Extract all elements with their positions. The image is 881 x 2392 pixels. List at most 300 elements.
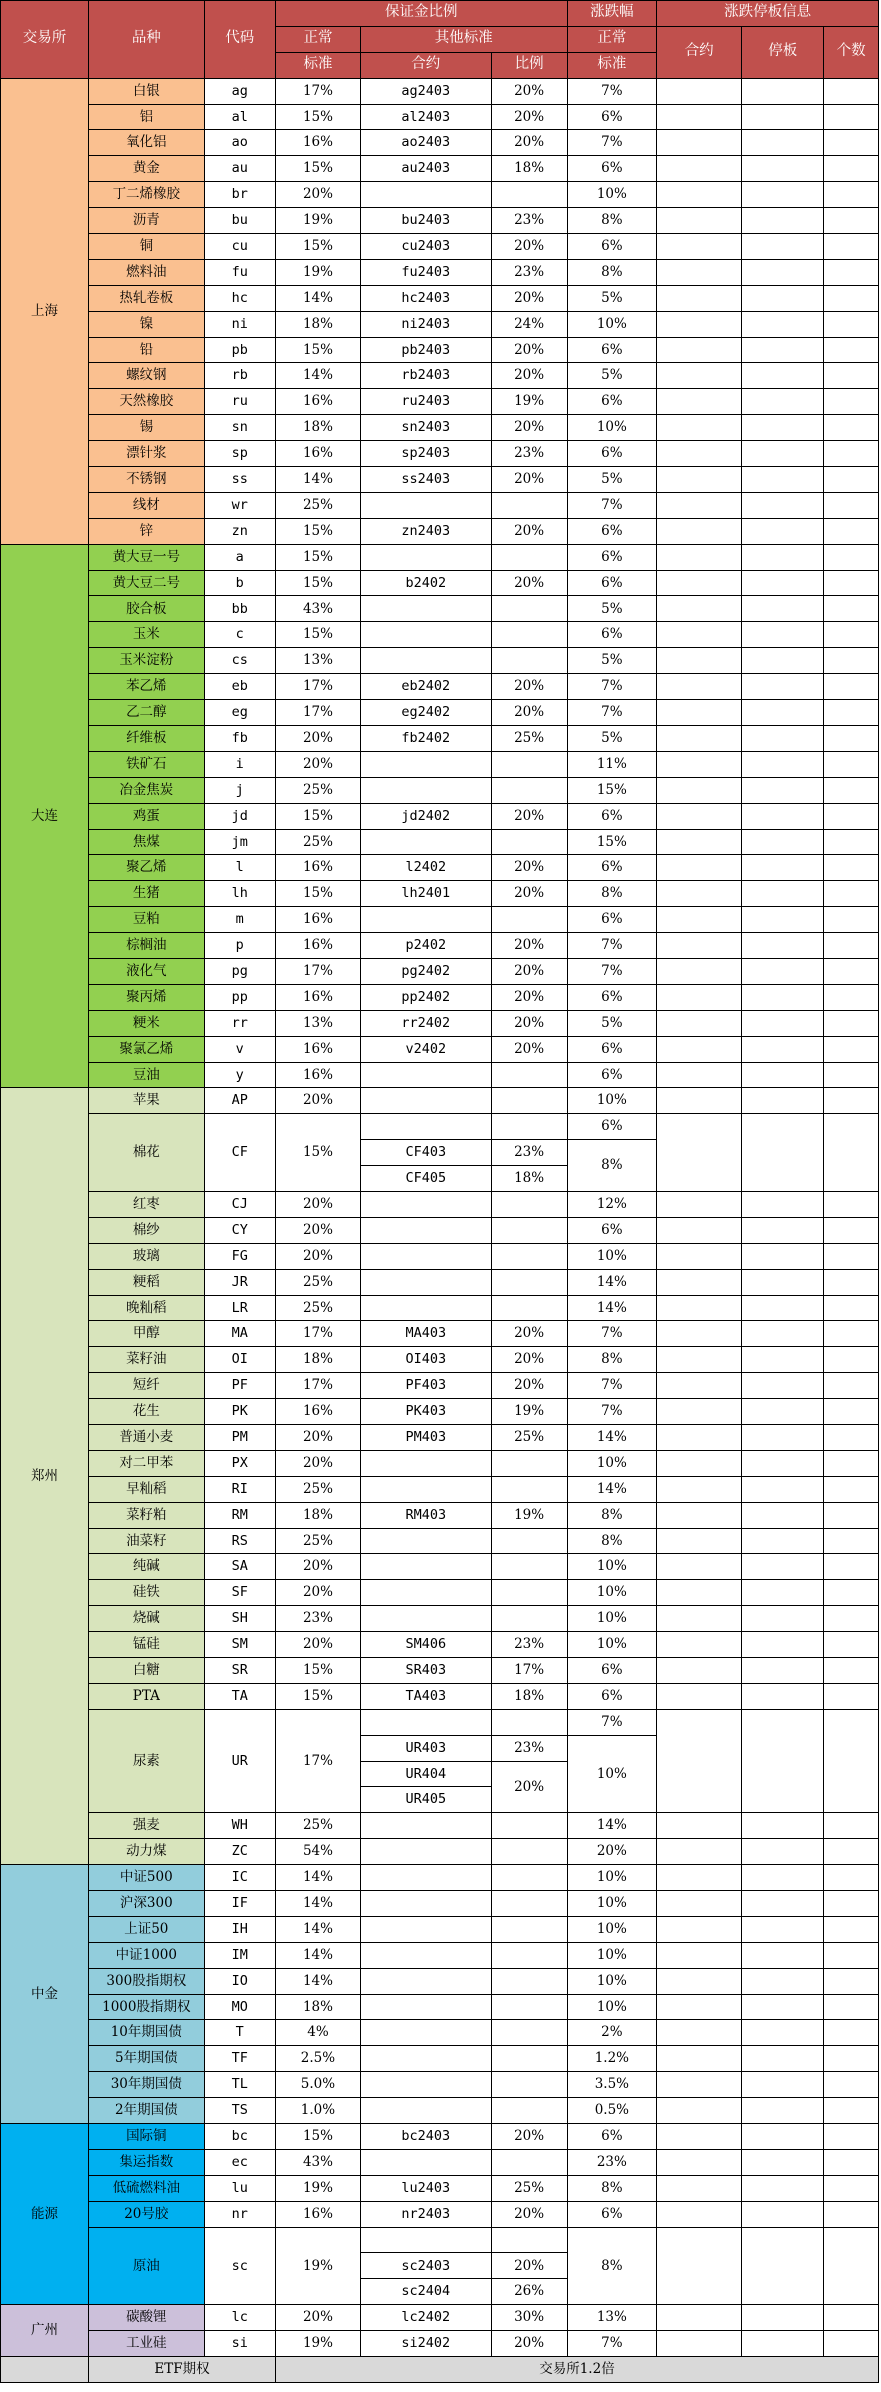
ratio-cell: 20% — [491, 234, 567, 260]
limit-cell: 6% — [567, 803, 657, 829]
stop-count-cell — [824, 1269, 879, 1295]
stop-board-cell — [742, 725, 824, 751]
table-row — [1, 182, 879, 208]
stop-contract-cell — [657, 544, 742, 570]
code-cell: MA — [204, 1321, 275, 1347]
margin-cell: 15% — [275, 104, 360, 130]
table-row — [1, 907, 879, 933]
contract-cell — [360, 1891, 491, 1917]
code-cell: PF — [204, 1373, 275, 1399]
margin-cell: 18% — [275, 1502, 360, 1528]
table-row — [1, 311, 879, 337]
limit-cell: 5% — [567, 1010, 657, 1036]
stop-count-cell — [824, 492, 879, 518]
stop-contract-cell — [657, 492, 742, 518]
ratio-cell: 25% — [491, 725, 567, 751]
table-row — [1, 1709, 879, 1735]
margin-cell: 20% — [275, 182, 360, 208]
variety-cell: 菜籽粕 — [89, 1502, 204, 1528]
ratio-cell — [491, 1580, 567, 1606]
stop-count-cell — [824, 2175, 879, 2201]
variety-cell: 乙二醇 — [89, 700, 204, 726]
stop-contract-cell — [657, 570, 742, 596]
limit-cell: 11% — [567, 751, 657, 777]
stop-count-cell — [824, 363, 879, 389]
table-row — [1, 1217, 879, 1243]
header-variety: 品种 — [89, 1, 204, 79]
contract-cell: lh2401 — [360, 881, 491, 907]
ratio-cell: 20% — [491, 933, 567, 959]
limit-cell: 6% — [567, 1658, 657, 1684]
stop-count-cell — [824, 1191, 879, 1217]
ratio-cell — [491, 1450, 567, 1476]
margin-cell: 1.0% — [275, 2098, 360, 2124]
contract-cell — [360, 648, 491, 674]
variety-cell: 5年期国债 — [89, 2046, 204, 2072]
stop-count-cell — [824, 570, 879, 596]
stop-board-cell — [742, 1450, 824, 1476]
variety-cell: 黄金 — [89, 156, 204, 182]
margin-cell: 15% — [275, 544, 360, 570]
contract-cell: PF403 — [360, 1373, 491, 1399]
stop-contract-cell — [657, 1994, 742, 2020]
ratio-cell — [491, 751, 567, 777]
stop-count-cell — [824, 674, 879, 700]
code-cell: cs — [204, 648, 275, 674]
table-row — [1, 337, 879, 363]
contract-cell — [360, 622, 491, 648]
stop-count-cell — [824, 1865, 879, 1891]
margin-cell: 16% — [275, 855, 360, 881]
code-cell: SA — [204, 1554, 275, 1580]
ratio-cell: 23% — [491, 441, 567, 467]
limit-cell: 10% — [567, 1891, 657, 1917]
code-cell: c — [204, 622, 275, 648]
stop-count-cell — [824, 1709, 879, 1813]
stop-contract-cell — [657, 648, 742, 674]
contract-cell: fu2403 — [360, 259, 491, 285]
stop-board-cell — [742, 881, 824, 907]
contract-cell: al2403 — [360, 104, 491, 130]
ratio-cell — [491, 2149, 567, 2175]
ratio-cell — [491, 1554, 567, 1580]
ratio-cell: 23% — [491, 1140, 567, 1166]
margin-cell: 25% — [275, 492, 360, 518]
stop-contract-cell — [657, 1942, 742, 1968]
stop-board-cell — [742, 2149, 824, 2175]
variety-cell: 玻璃 — [89, 1243, 204, 1269]
ratio-cell: 23% — [491, 1632, 567, 1658]
stop-contract-cell — [657, 1062, 742, 1088]
code-cell: ec — [204, 2149, 275, 2175]
margin-cell: 20% — [275, 1554, 360, 1580]
margin-cell: 20% — [275, 1191, 360, 1217]
ratio-cell — [491, 1891, 567, 1917]
variety-cell: PTA — [89, 1683, 204, 1709]
ratio-cell — [491, 1942, 567, 1968]
variety-cell: 沥青 — [89, 208, 204, 234]
ratio-cell — [491, 777, 567, 803]
limit-cell: 10% — [567, 1450, 657, 1476]
table-row — [1, 130, 879, 156]
stop-contract-cell — [657, 1373, 742, 1399]
ratio-cell: 17% — [491, 1658, 567, 1684]
limit-cell: 8% — [567, 1502, 657, 1528]
header-limit-bottom: 标准 — [567, 52, 657, 78]
limit-cell: 6% — [567, 104, 657, 130]
contract-cell: jd2402 — [360, 803, 491, 829]
stop-count-cell — [824, 1424, 879, 1450]
stop-board-cell — [742, 2175, 824, 2201]
stop-contract-cell — [657, 1528, 742, 1554]
contract-cell: ni2403 — [360, 311, 491, 337]
limit-cell: 7% — [567, 1709, 657, 1735]
etf-note: 交易所1.2倍 — [275, 2357, 878, 2383]
limit-cell: 6% — [567, 441, 657, 467]
table-row — [1, 1839, 879, 1865]
stop-count-cell — [824, 1891, 879, 1917]
code-cell: b — [204, 570, 275, 596]
margin-cell: 15% — [275, 622, 360, 648]
table-row — [1, 1036, 879, 1062]
margin-cell: 19% — [275, 2227, 360, 2305]
stop-board-cell — [742, 1968, 824, 1994]
table-row — [1, 1450, 879, 1476]
variety-cell: 早籼稻 — [89, 1476, 204, 1502]
table-row — [1, 1891, 879, 1917]
code-cell: jd — [204, 803, 275, 829]
limit-cell: 10% — [567, 1994, 657, 2020]
limit-cell: 5% — [567, 725, 657, 751]
stop-contract-cell — [657, 725, 742, 751]
stop-count-cell — [824, 1683, 879, 1709]
variety-cell: 铜 — [89, 234, 204, 260]
contract-cell — [360, 596, 491, 622]
limit-cell: 15% — [567, 829, 657, 855]
margin-cell: 25% — [275, 829, 360, 855]
code-cell: IO — [204, 1968, 275, 1994]
margin-cell: 20% — [275, 751, 360, 777]
stop-board-cell — [742, 933, 824, 959]
stop-board-cell — [742, 596, 824, 622]
table-row — [1, 1683, 879, 1709]
table-row — [1, 2305, 879, 2331]
stop-board-cell — [742, 1839, 824, 1865]
contract-cell — [360, 1994, 491, 2020]
limit-cell: 6% — [567, 518, 657, 544]
margin-cell: 20% — [275, 1424, 360, 1450]
contract-cell — [360, 1580, 491, 1606]
code-cell: SF — [204, 1580, 275, 1606]
stop-board-cell — [742, 1632, 824, 1658]
table-row — [1, 1528, 879, 1554]
code-cell: SH — [204, 1606, 275, 1632]
variety-cell: 尿素 — [89, 1709, 204, 1813]
variety-cell: 30年期国债 — [89, 2072, 204, 2098]
etf-label: ETF期权 — [89, 2357, 276, 2383]
ratio-cell: 25% — [491, 1424, 567, 1450]
margin-cell: 19% — [275, 259, 360, 285]
code-cell: lu — [204, 2175, 275, 2201]
table-row — [1, 648, 879, 674]
stop-count-cell — [824, 1036, 879, 1062]
stop-contract-cell — [657, 2175, 742, 2201]
stop-contract-cell — [657, 78, 742, 104]
variety-cell: 液化气 — [89, 958, 204, 984]
ratio-cell: 23% — [491, 208, 567, 234]
stop-board-cell — [742, 622, 824, 648]
stop-contract-cell — [657, 1399, 742, 1425]
contract-cell: cu2403 — [360, 234, 491, 260]
ratio-cell — [491, 2227, 567, 2253]
stop-count-cell — [824, 881, 879, 907]
code-cell: jm — [204, 829, 275, 855]
contract-cell: sc2403 — [360, 2253, 491, 2279]
limit-cell: 13% — [567, 2305, 657, 2331]
code-cell: FG — [204, 1243, 275, 1269]
code-cell: wr — [204, 492, 275, 518]
code-cell: v — [204, 1036, 275, 1062]
stop-contract-cell — [657, 1580, 742, 1606]
variety-cell: 油菜籽 — [89, 1528, 204, 1554]
stop-count-cell — [824, 311, 879, 337]
limit-cell: 7% — [567, 1321, 657, 1347]
ratio-cell — [491, 1243, 567, 1269]
stop-count-cell — [824, 2046, 879, 2072]
limit-cell: 10% — [567, 1916, 657, 1942]
stop-contract-cell — [657, 700, 742, 726]
margin-cell: 16% — [275, 907, 360, 933]
table-row — [1, 1399, 879, 1425]
stop-contract-cell — [657, 1709, 742, 1813]
stop-board-cell — [742, 1424, 824, 1450]
stop-contract-cell — [657, 2098, 742, 2124]
table-row — [1, 1424, 879, 1450]
stop-board-cell — [742, 1916, 824, 1942]
code-cell: IC — [204, 1865, 275, 1891]
table-row — [1, 1269, 879, 1295]
ratio-cell — [491, 1813, 567, 1839]
stop-board-cell — [742, 700, 824, 726]
ratio-cell: 20% — [491, 674, 567, 700]
code-cell: ss — [204, 467, 275, 493]
margin-cell: 16% — [275, 1399, 360, 1425]
limit-cell: 23% — [567, 2149, 657, 2175]
variety-cell: 强麦 — [89, 1813, 204, 1839]
margin-cell: 20% — [275, 1450, 360, 1476]
ratio-cell: 20% — [491, 984, 567, 1010]
limit-cell: 5% — [567, 467, 657, 493]
stop-board-cell — [742, 777, 824, 803]
stop-count-cell — [824, 78, 879, 104]
limit-cell: 15% — [567, 777, 657, 803]
stop-contract-cell — [657, 1088, 742, 1114]
stop-board-cell — [742, 415, 824, 441]
variety-cell: 氧化铝 — [89, 130, 204, 156]
stop-board-cell — [742, 803, 824, 829]
ratio-cell: 20% — [491, 285, 567, 311]
ratio-cell: 20% — [491, 1036, 567, 1062]
stop-board-cell — [742, 855, 824, 881]
code-cell: UR — [204, 1709, 275, 1813]
stop-board-cell — [742, 1709, 824, 1813]
stop-count-cell — [824, 259, 879, 285]
margin-cell: 2.5% — [275, 2046, 360, 2072]
stop-count-cell — [824, 285, 879, 311]
stop-count-cell — [824, 2149, 879, 2175]
ratio-cell — [491, 544, 567, 570]
table-row — [1, 78, 879, 104]
contract-cell — [360, 1088, 491, 1114]
limit-cell: 7% — [567, 1373, 657, 1399]
stop-contract-cell — [657, 441, 742, 467]
table-row — [1, 1321, 879, 1347]
ratio-cell: 20% — [491, 570, 567, 596]
stop-contract-cell — [657, 958, 742, 984]
table-row — [1, 700, 879, 726]
stop-board-cell — [742, 544, 824, 570]
stop-count-cell — [824, 1813, 879, 1839]
stop-count-cell — [824, 1321, 879, 1347]
limit-cell: 6% — [567, 337, 657, 363]
ratio-cell: 18% — [491, 1166, 567, 1192]
code-cell: rr — [204, 1010, 275, 1036]
table-row — [1, 2098, 879, 2124]
contract-cell — [360, 544, 491, 570]
stop-board-cell — [742, 984, 824, 1010]
limit-cell: 7% — [567, 492, 657, 518]
contract-cell: MA403 — [360, 1321, 491, 1347]
stop-count-cell — [824, 700, 879, 726]
contract-cell: zn2403 — [360, 518, 491, 544]
limit-cell: 7% — [567, 674, 657, 700]
variety-cell: 聚氯乙烯 — [89, 1036, 204, 1062]
stop-contract-cell — [657, 1683, 742, 1709]
stop-board-cell — [742, 208, 824, 234]
limit-cell: 7% — [567, 130, 657, 156]
limit-cell: 10% — [567, 1606, 657, 1632]
stop-contract-cell — [657, 1968, 742, 1994]
code-cell: l — [204, 855, 275, 881]
variety-cell: 中证1000 — [89, 1942, 204, 1968]
stop-contract-cell — [657, 596, 742, 622]
margin-cell: 15% — [275, 803, 360, 829]
code-cell: bc — [204, 2124, 275, 2150]
variety-cell: 热轧卷板 — [89, 285, 204, 311]
limit-cell: 6% — [567, 1036, 657, 1062]
contract-cell — [360, 2149, 491, 2175]
variety-cell: 黄大豆一号 — [89, 544, 204, 570]
stop-contract-cell — [657, 1554, 742, 1580]
stop-contract-cell — [657, 751, 742, 777]
stop-contract-cell — [657, 234, 742, 260]
stop-board-cell — [742, 1243, 824, 1269]
margin-cell: 15% — [275, 1114, 360, 1192]
variety-cell: 丁二烯橡胶 — [89, 182, 204, 208]
ratio-cell: 20% — [491, 104, 567, 130]
code-cell: CJ — [204, 1191, 275, 1217]
stop-board-cell — [742, 104, 824, 130]
stop-count-cell — [824, 1502, 879, 1528]
table-row — [1, 1062, 879, 1088]
margin-cell: 17% — [275, 700, 360, 726]
stop-contract-cell — [657, 881, 742, 907]
stop-count-cell — [824, 1295, 879, 1321]
ratio-cell — [491, 492, 567, 518]
stop-board-cell — [742, 1683, 824, 1709]
contract-cell: bu2403 — [360, 208, 491, 234]
code-cell: IM — [204, 1942, 275, 1968]
stop-board-cell — [742, 2305, 824, 2331]
stop-board-cell — [742, 1010, 824, 1036]
stop-count-cell — [824, 1658, 879, 1684]
margin-cell: 20% — [275, 725, 360, 751]
contract-cell — [360, 1709, 491, 1735]
ratio-cell: 20% — [491, 363, 567, 389]
stop-contract-cell — [657, 1632, 742, 1658]
code-cell: bu — [204, 208, 275, 234]
variety-cell: 红枣 — [89, 1191, 204, 1217]
ratio-cell: 20% — [491, 958, 567, 984]
limit-cell: 10% — [567, 1088, 657, 1114]
margin-cell: 14% — [275, 1942, 360, 1968]
contract-cell: pb2403 — [360, 337, 491, 363]
limit-cell: 6% — [567, 1217, 657, 1243]
ratio-cell — [491, 1062, 567, 1088]
code-cell: j — [204, 777, 275, 803]
ratio-cell — [491, 1191, 567, 1217]
stop-contract-cell — [657, 2072, 742, 2098]
contract-cell: eg2402 — [360, 700, 491, 726]
code-cell: IH — [204, 1916, 275, 1942]
variety-cell: 工业硅 — [89, 2331, 204, 2357]
stop-count-cell — [824, 1580, 879, 1606]
limit-cell: 10% — [567, 311, 657, 337]
ratio-cell — [491, 1968, 567, 1994]
code-cell: bb — [204, 596, 275, 622]
code-cell: TA — [204, 1683, 275, 1709]
limit-cell: 0.5% — [567, 2098, 657, 2124]
ratio-cell — [491, 1865, 567, 1891]
code-cell: al — [204, 104, 275, 130]
stop-count-cell — [824, 933, 879, 959]
variety-cell: 白糖 — [89, 1658, 204, 1684]
stop-board-cell — [742, 156, 824, 182]
margin-cell: 43% — [275, 596, 360, 622]
variety-cell: 纯碱 — [89, 1554, 204, 1580]
stop-board-cell — [742, 182, 824, 208]
margin-cell: 18% — [275, 415, 360, 441]
table-row — [1, 958, 879, 984]
code-cell: AP — [204, 1088, 275, 1114]
stop-count-cell — [824, 1968, 879, 1994]
ratio-cell: 24% — [491, 311, 567, 337]
code-cell: nr — [204, 2201, 275, 2227]
table-row — [1, 389, 879, 415]
margin-cell: 14% — [275, 285, 360, 311]
ratio-cell: 20% — [491, 700, 567, 726]
limit-cell: 6% — [567, 907, 657, 933]
table-row — [1, 1295, 879, 1321]
ratio-cell — [491, 648, 567, 674]
margin-cell: 20% — [275, 1088, 360, 1114]
stop-count-cell — [824, 1114, 879, 1192]
variety-cell: 国际铜 — [89, 2124, 204, 2150]
limit-cell: 6% — [567, 2201, 657, 2227]
table-row — [1, 1554, 879, 1580]
table-row — [1, 933, 879, 959]
stop-count-cell — [824, 1632, 879, 1658]
